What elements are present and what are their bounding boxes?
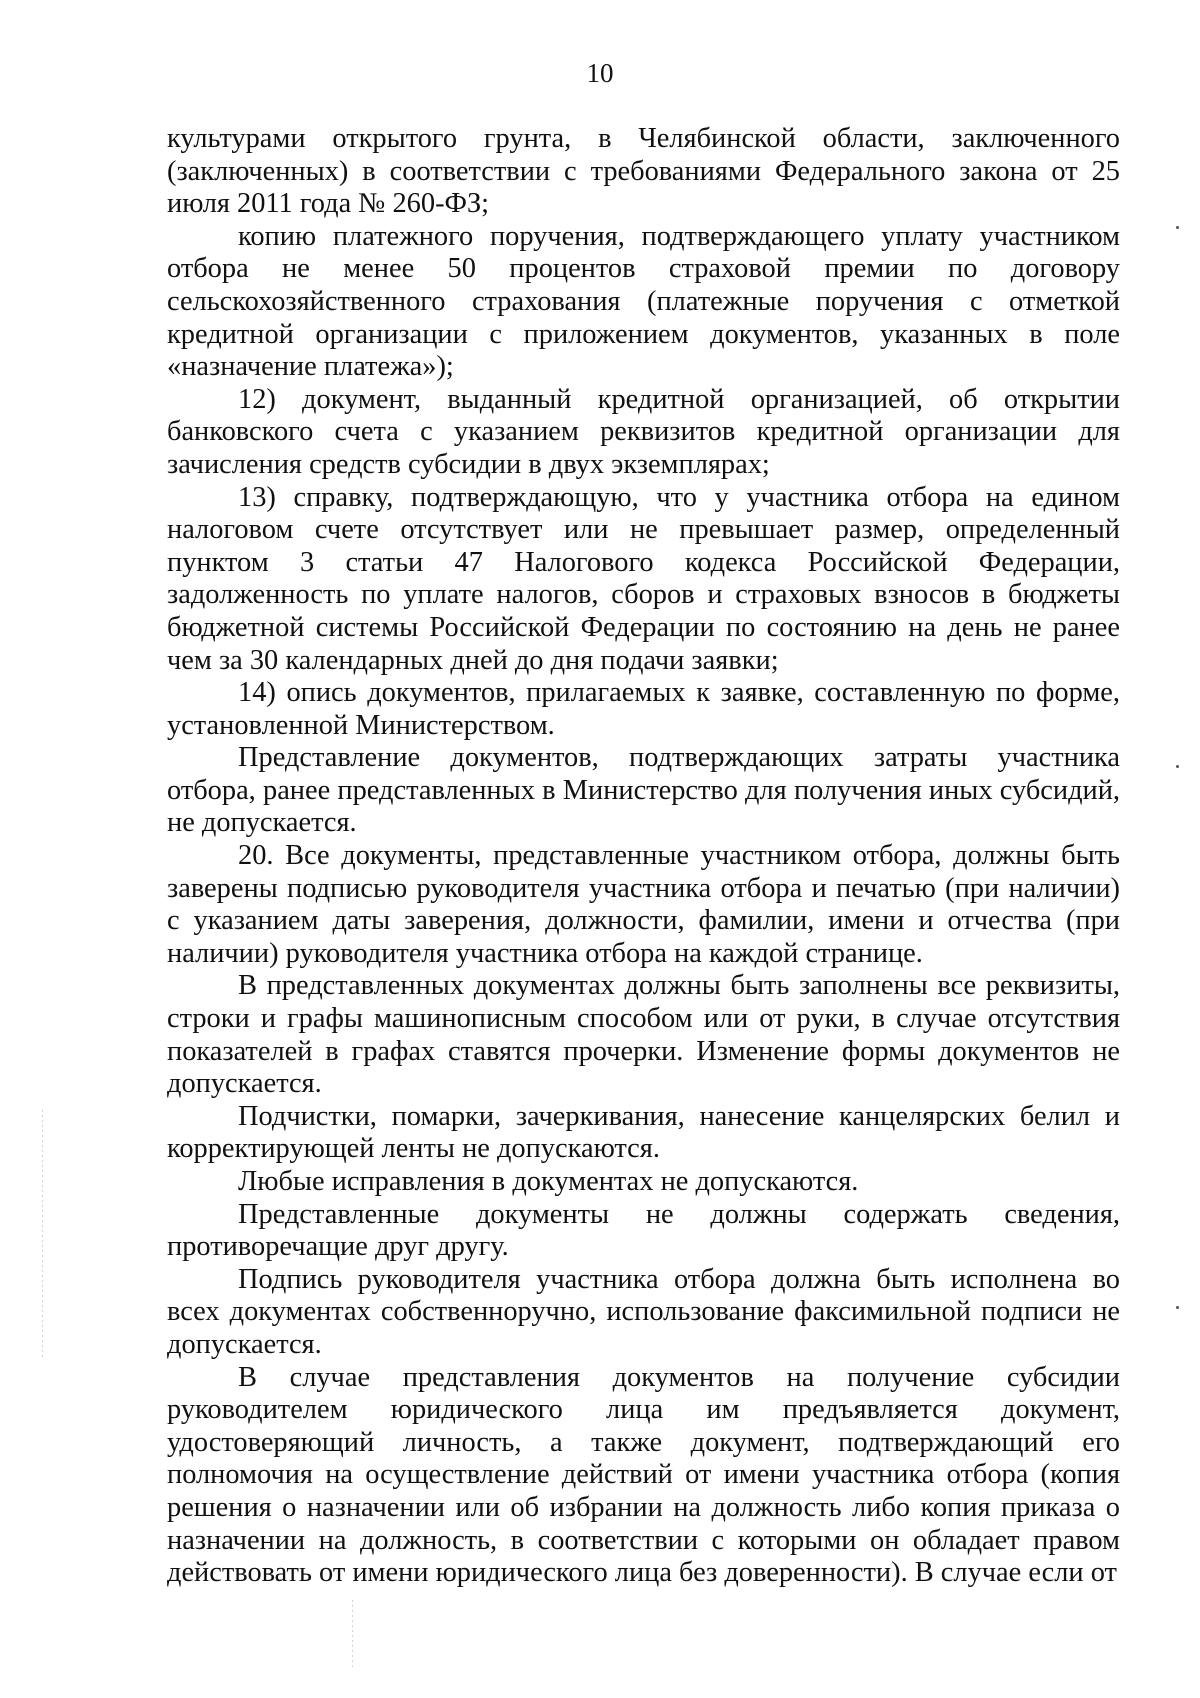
document-body — [167, 123, 1120, 1590]
paragraph-8: В представленных документах должны быть заполнены все реквизиты, строки и графы машинописным способом или от руки, в случае отсутствия показателей в графах ставятся прочерки. Изменение формы документов не допускается. — [167, 970, 1120, 1100]
paragraph-1: культурами открытого грунта, в Челябинской области, заключенного (заключенных) в соответствии с требованиями Федерального закона от 25 июля 2011 года № 260-ФЗ; — [167, 123, 1120, 220]
scan-bleed-line — [352, 1600, 353, 1670]
paragraph-4: 13) справку, подтверждающую, что у участника отбора на едином налоговом счете отсутствует или не превышает размер, определенный пунктом 3 статьи 47 Налогового кодекса Российской Федерации, задолженность по уплате налогов, сборов и страховых взносов в бюджеты бюджетной системы Российской Федерации по состоянию на день не ранее чем за 30 календарных дней до дня подачи заявки; — [167, 481, 1120, 676]
paragraph-13: В случае представления документов на получение субсидии руководителем юридического лица им предъявляется документ, удостоверяющий личность, а также документ, подтверждающий его полномочия на осуществление действий от имени участника отбора (копия решения о назначении или об избрании на должность либо копия приказа о назначении на должность, в соответствии с которыми он обладает правом действовать от имени юридического лица без доверенности). В случае если от — [167, 1361, 1120, 1589]
paragraph-11: Представленные документы не должны содержать сведения, противоречащие друг другу. — [167, 1198, 1120, 1263]
page-number: 10 — [586, 58, 614, 88]
paragraph-3: 12) документ, выданный кредитной организацией, об открытии банковского счета с указанием реквизитов кредитной организации для зачисления средств субсидии в двух экземплярах; — [167, 383, 1120, 480]
scan-bleed-line — [42, 1110, 43, 1360]
paragraph-6: Представление документов, подтверждающих затраты участника отбора, ранее представленных в Министерство для получения иных субсидий, не допускается. — [167, 742, 1120, 839]
paragraph-2: копию платежного поручения, подтверждающего уплату участником отбора не менее 50 процентов страховой премии по договору сельскохозяйственного страхования (платежные поручения с отметкой кредитной организации с приложением документов, указанных в поле «назначение платежа»); — [167, 220, 1120, 383]
paragraph-9: Подчистки, помарки, зачеркивания, нанесение канцелярских белил и корректирующей ленты не допускаются. — [167, 1100, 1120, 1165]
scan-speck — [1176, 1306, 1179, 1309]
paragraph-7: 20. Все документы, представленные участником отбора, должны быть заверены подписью руководителя участника отбора и печатью (при наличии) с указанием даты заверения, должности, фамилии, имени и отчества (при наличии) руководителя участника отбора на каждой странице. — [167, 840, 1120, 969]
paragraph-5: 14) опись документов, прилагаемых к заявке, составленную по форме, установленной Министерством. — [167, 677, 1120, 741]
paragraph-10: Любые исправления в документах не допускаются. — [238, 1166, 859, 1197]
scan-speck — [1176, 765, 1179, 768]
paragraph-12: Подпись руководителя участника отбора должна быть исполнена во всех документах собственноручно, использование факсимильной подписи не допускается. — [167, 1263, 1120, 1360]
scan-speck — [1176, 226, 1179, 229]
